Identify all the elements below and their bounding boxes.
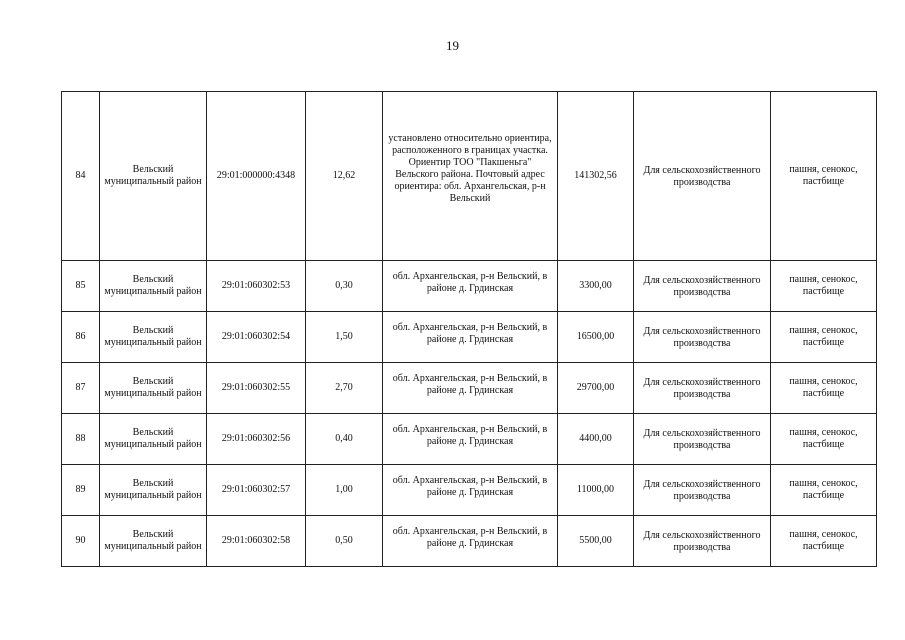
district-cell: Вельский муниципальный район: [100, 363, 207, 414]
district-cell: Вельский муниципальный район: [100, 465, 207, 516]
purpose-cell: [634, 414, 771, 465]
row-number-cell: 89: [62, 465, 100, 516]
table-row: [62, 92, 877, 261]
table-row: [62, 363, 877, 414]
address-cell: [383, 92, 558, 261]
cadastral-number-cell: 29:01:060302:58: [207, 516, 306, 567]
district-cell: Вельский муниципальный район: [100, 261, 207, 312]
area-cell: 12,62: [306, 92, 383, 261]
row-number-cell: 86: [62, 312, 100, 363]
purpose-cell: [634, 261, 771, 312]
value-cell: 5500,00: [558, 516, 634, 567]
address-text: обл. Архангельская, р-н Вельский, в районе д. Грдинская: [392, 271, 548, 294]
district-cell: Вельский муниципальный район: [100, 312, 207, 363]
purpose-text: Для сельскохозяйственного производства: [643, 530, 761, 553]
row-number-cell: 88: [62, 414, 100, 465]
land-use-cell: пашня, сенокос, пастбище: [771, 363, 877, 414]
purpose-text: Для сельскохозяйственного производства: [643, 275, 761, 298]
purpose-cell: [634, 465, 771, 516]
address-text: установлено относительно ориентира, расположенного в границах участка. Ориентир ТОО "Пакшеньга" Вельского района. Почтовый адрес ориентира: обл. Архангельская, р-н Вельский: [388, 133, 552, 204]
land-plots-table: [61, 91, 877, 567]
value-cell: 4400,00: [558, 414, 634, 465]
cadastral-number-cell: 29:01:060302:56: [207, 414, 306, 465]
value-cell: 141302,56: [558, 92, 634, 261]
address-text: обл. Архангельская, р-н Вельский, в районе д. Грдинская: [392, 424, 548, 447]
district-cell: Вельский муниципальный район: [100, 92, 207, 261]
table-row: [62, 261, 877, 312]
purpose-text: Для сельскохозяйственного производства: [643, 377, 761, 400]
table-row: [62, 465, 877, 516]
land-use-cell: пашня, сенокос, пастбище: [771, 312, 877, 363]
row-number-cell: 90: [62, 516, 100, 567]
table-row: [62, 516, 877, 567]
row-number-cell: 84: [62, 92, 100, 261]
cadastral-number-cell: 29:01:060302:54: [207, 312, 306, 363]
address-text: обл. Архангельская, р-н Вельский, в районе д. Грдинская: [392, 475, 548, 498]
value-cell: 11000,00: [558, 465, 634, 516]
page-number: 19: [446, 38, 459, 53]
row-number-cell: 85: [62, 261, 100, 312]
address-cell: [383, 465, 558, 516]
address-text: обл. Архангельская, р-н Вельский, в районе д. Грдинская: [392, 373, 548, 396]
land-use-cell: пашня, сенокос, пастбище: [771, 414, 877, 465]
address-cell: [383, 516, 558, 567]
table-row: [62, 312, 877, 363]
address-cell: [383, 363, 558, 414]
purpose-text: Для сельскохозяйственного производства: [643, 428, 761, 451]
district-cell: Вельский муниципальный район: [100, 414, 207, 465]
land-use-cell: пашня, сенокос, пастбище: [771, 261, 877, 312]
cadastral-number-cell: 29:01:000000:4348: [207, 92, 306, 261]
cadastral-number-cell: 29:01:060302:55: [207, 363, 306, 414]
address-text: обл. Архангельская, р-н Вельский, в районе д. Грдинская: [392, 322, 548, 345]
purpose-cell: [634, 92, 771, 261]
address-text: обл. Архангельская, р-н Вельский, в районе д. Грдинская: [392, 526, 548, 549]
address-cell: [383, 414, 558, 465]
table-row: [62, 414, 877, 465]
purpose-cell: [634, 516, 771, 567]
address-cell: [383, 312, 558, 363]
cadastral-number-cell: 29:01:060302:57: [207, 465, 306, 516]
purpose-text: Для сельскохозяйственного производства: [643, 479, 761, 502]
row-number-cell: 87: [62, 363, 100, 414]
value-cell: 29700,00: [558, 363, 634, 414]
area-cell: 0,50: [306, 516, 383, 567]
area-cell: 0,40: [306, 414, 383, 465]
land-use-cell: пашня, сенокос, пастбище: [771, 465, 877, 516]
value-cell: 3300,00: [558, 261, 634, 312]
purpose-text: Для сельскохозяйственного производства: [643, 326, 761, 349]
land-use-cell: пашня, сенокос, пастбище: [771, 516, 877, 567]
value-cell: 16500,00: [558, 312, 634, 363]
area-cell: 1,50: [306, 312, 383, 363]
area-cell: 1,00: [306, 465, 383, 516]
address-cell: [383, 261, 558, 312]
cadastral-number-cell: 29:01:060302:53: [207, 261, 306, 312]
land-use-cell: пашня, сенокос, пастбище: [771, 92, 877, 261]
purpose-cell: [634, 312, 771, 363]
purpose-cell: [634, 363, 771, 414]
area-cell: 0,30: [306, 261, 383, 312]
area-cell: 2,70: [306, 363, 383, 414]
district-cell: Вельский муниципальный район: [100, 516, 207, 567]
purpose-text: Для сельскохозяйственного производства: [643, 165, 761, 188]
